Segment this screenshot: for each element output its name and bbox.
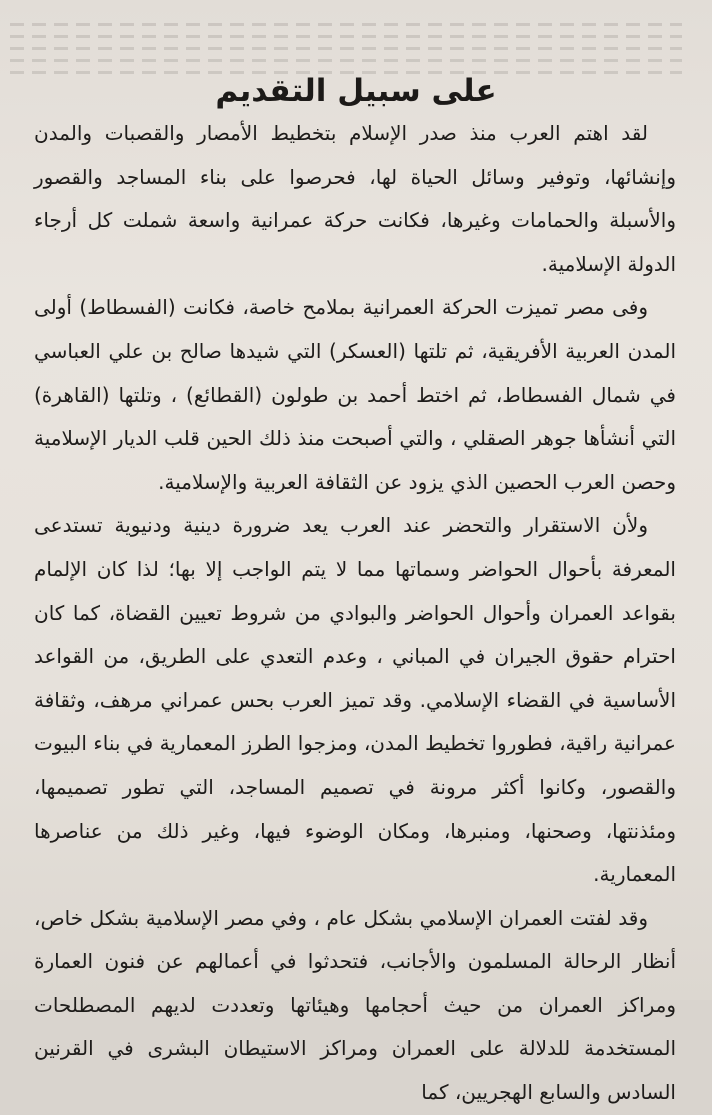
paragraph-1: لقد اهتم العرب منذ صدر الإسلام بتخطيط الأمصار والقصبات والمدن وإنشائها، وتوفير وسائل الحياة لها، فحرصوا على بناء المساجد والقصور والأسبلة والحمامات وغيرها، فكانت حركة عمرانية واسعة شملت كل أرجاء الدولة الإسلامية. xyxy=(34,121,676,276)
paragraph-3: ولأن الاستقرار والتحضر عند العرب يعد ضرورة دينية ودنيوية تستدعى المعرفة بأحوال الحواضر وسماتها مما لا يتم الواجب إلا بها؛ لذا كان الإلمام بقواعد العمران وأحوال الحواضر والبوادي من شروط تعيين القضاة، كما كان احترام حقوق الجيران في المباني ، وعدم التعدي على الطريق، من القواعد الأساسية في القضاء الإسلامي. وقد تميز العرب بحس عمراني مرهف، وثقافة عمرانية راقية، فطوروا تخطيط المدن، ومزجوا الطرز المعمارية في بناء البيوت والقصور، وكانوا أكثر مرونة في تصميم المساجد، التي تطور تصميمها، ومئذنتها، وصحنها، ومنبرها، ومكان الوضوء فيها، وغير ذلك من عناصرها المعمارية. xyxy=(34,513,676,887)
paragraph-2: وفى مصر تميزت الحركة العمرانية بملامح خاصة، فكانت (الفسطاط) أولى المدن العربية الأفريقية، ثم تلتها (العسكر) التي شيدها صالح بن علي العباسي في شمال الفسطاط، ثم اختط أحمد بن طولون (القطائع) ، وتلتها (القاهرة) التي أنشأها جوهر الصقلي ، والتي أصبحت منذ ذلك الحين قلب الديار الإسلامية وحصن العرب الحصين الذي يزود عن الثقافة العربية والإسلامية. xyxy=(34,295,676,494)
paragraph-4: وقد لفتت العمران الإسلامي بشكل عام ، وفي مصر الإسلامية بشكل خاص، أنظار الرحالة المسلمون والأجانب، فتحدثوا في أعمالهم عن فنون العمارة ومراكز العمران من حيث أحجامها وهيئاتها وتعددت لديهم المصطلحات المستخدمة للدلالة على العمران ومراكز الاستيطان البشرى في القرنين السادس والسابع الهجريين، كما xyxy=(34,905,676,1105)
body-text xyxy=(34,112,676,1115)
page-title: على سبيل التقديم xyxy=(215,72,497,109)
